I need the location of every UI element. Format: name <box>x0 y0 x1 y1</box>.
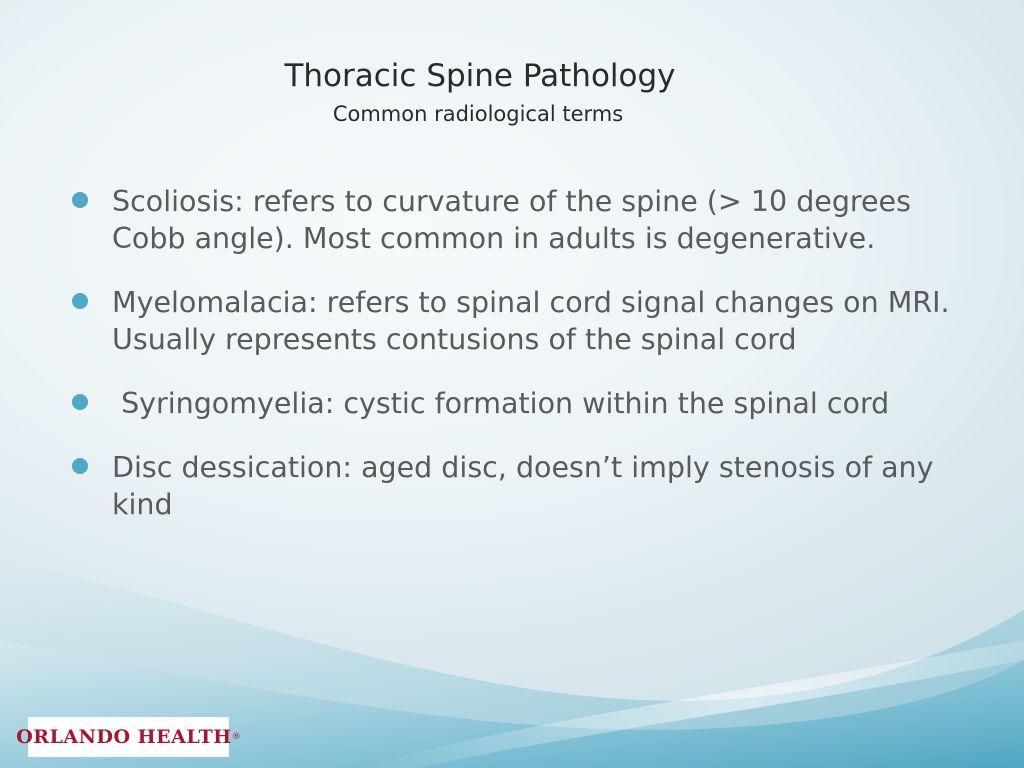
orlando-health-logo <box>16 717 241 757</box>
list-item <box>70 449 950 523</box>
slide-title: Thoracic Spine Pathology <box>284 58 676 94</box>
bullet-icon <box>72 293 88 309</box>
bullet-icon <box>72 192 88 208</box>
list-item <box>70 385 950 422</box>
bullet-text: Syringomyelia: cystic formation within the spinal cord <box>112 387 890 420</box>
bullet-icon <box>72 458 88 474</box>
logo-registered-mark: ® <box>231 732 241 742</box>
slide-subtitle: Common radiological terms <box>332 102 624 126</box>
bullet-text: Disc dessication: aged disc, doesn’t imply stenosis of any kind <box>112 451 934 521</box>
bullet-text: Myelomalacia: refers to spinal cord signal changes on MRI. Usually represents contusions of the spinal cord <box>112 286 950 356</box>
list-item <box>70 284 950 358</box>
bullet-text: Scoliosis: refers to curvature of the spine (> 10 degrees Cobb angle). Most common in adults is degenerative. <box>112 185 911 255</box>
logo-text: ORLANDO HEALTH <box>16 726 232 748</box>
bullet-icon <box>72 394 88 410</box>
list-item <box>70 183 950 257</box>
bullet-list <box>70 183 950 550</box>
